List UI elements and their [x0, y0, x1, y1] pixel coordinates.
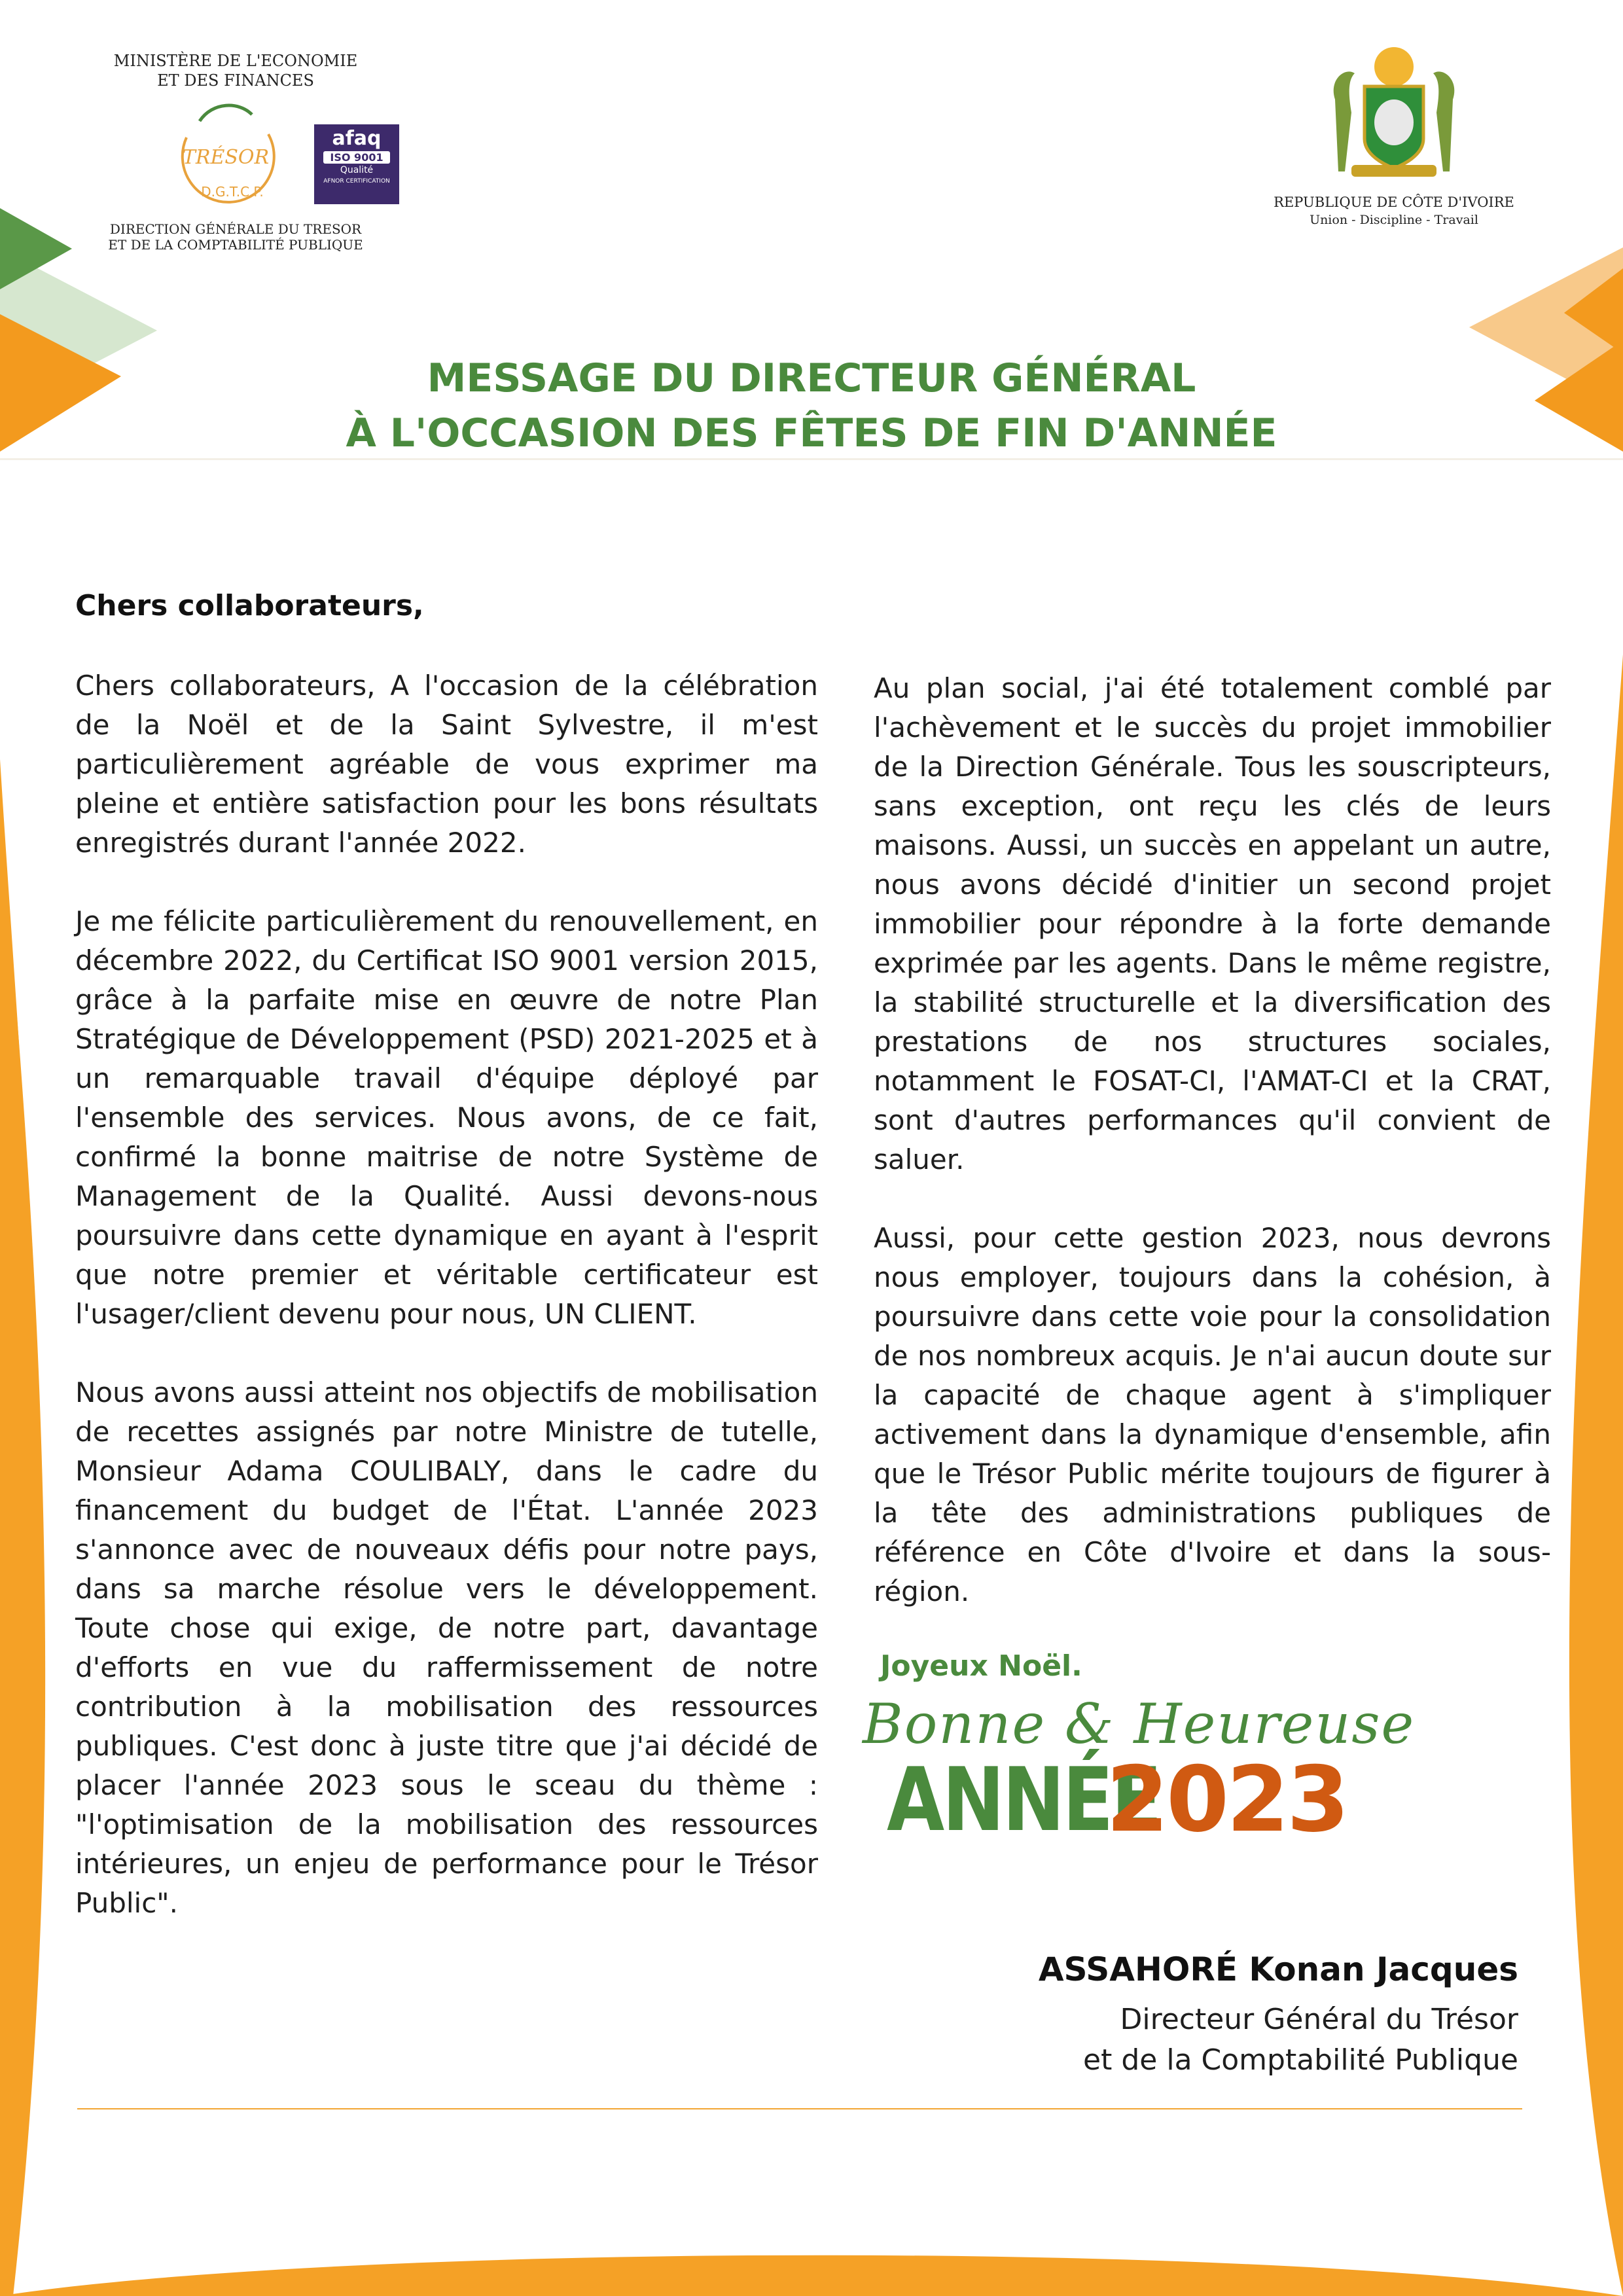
- afaq-iso-logo: [314, 124, 399, 204]
- footer-divider: [77, 2108, 1522, 2109]
- republic-name: REPUBLIQUE DE CÔTE D'IVOIRE: [1274, 194, 1514, 210]
- paragraph: Aussi, pour cette gestion 2023, nous devrons nous employer, toujours dans la cohésion, à poursuivre dans cette voie pour la consolidation de nos nombreux acquis. Je n'ai aucun doute sur la capacité de chaque agent à s'impliquer activement dans la dynamique d'ensemble, afin que le Trésor Public mérite toujours de figurer à la tête des administrations publiques de référence en Côte d'Ivoire et dans la sous-région.: [874, 1222, 1551, 1607]
- tresor-logo-text: TRÉSOR: [182, 146, 270, 169]
- tresor-logo: [160, 98, 291, 209]
- afaq-iso: ISO 9001: [323, 151, 390, 164]
- deco-bottom-wave: [0, 2255, 1623, 2296]
- paragraph: Je me félicite particulièrement du renouvellement, en décembre 2022, du Certificat ISO 9001 version 2015, grâce à la parfaite mise en œuvre de notre Plan Stratégique de Développement (PSD) 2021-2025 et à un remarquable travail d'équipe déployé par l'ensemble des services. Nous avons, de ce fait, confirmé la bonne maitrise de notre Système de Management de la Qualité. Aussi devons-nous poursuivre dans cette dynamique en ayant à l'esprit que notre premier et véritable certificateur est l'usager/client devenu pour nous, UN CLIENT.: [75, 905, 818, 1330]
- signatory-role: [1083, 2000, 1518, 2081]
- ministry-line-1: MINISTÈRE DE L'ECONOMIE: [113, 52, 358, 70]
- salutation: Chers collaborateurs,: [75, 589, 424, 622]
- signatory-role-line-2: et de la Comptabilité Publique: [1083, 2043, 1518, 2077]
- paragraph: Au plan social, j'ai été totalement comblé par l'achèvement et le succès du projet immobilier de la Direction Générale. Tous les souscripteurs, sans exception, ont reçu les clés de leurs maisons. Aussi, un succès en appelant un autre, nous avons décidé d'initier un second projet immobilier pour répondre à la forte demande exprimée par les agents. Dans le même registre, la stabilité structurelle et la diversification des prestations de nos structures sociales, notamment le FOSAT-CI, l'AMAT-CI et la CRAT, sont d'autres performances qu'il convient de saluer.: [874, 672, 1551, 1175]
- joyeux-noel: Joyeux Noël.: [880, 1649, 1082, 1683]
- letter-right-column: [874, 669, 1551, 1651]
- direction-heading: [79, 221, 393, 253]
- title-line-2: À L'OCCASION DES FÊTES DE FIN D'ANNÉE: [346, 410, 1277, 456]
- signatory-name: ASSAHORÉ Konan Jacques: [1038, 1950, 1518, 1988]
- afaq-quality: Qualité: [340, 165, 374, 175]
- direction-line-1: DIRECTION GÉNÉRALE DU TRESOR: [109, 221, 362, 237]
- afaq-cert: AFNOR CERTIFICATION: [323, 178, 390, 185]
- paragraph: Chers collaborateurs, A l'occasion de la célébration de la Noël et de la Saint Sylvestre, il m'est particulièrement agréable de vous exprimer ma pleine et entière satisfaction pour les bons résultats enregistrés durant l'année 2022.: [75, 670, 818, 859]
- republic-heading: [1230, 193, 1558, 228]
- coat-of-arms-emblem: [1315, 41, 1472, 188]
- afaq-brand: afaq: [332, 127, 382, 150]
- greeting-annee: ANNÉE: [887, 1749, 1160, 1851]
- republic-motto: Union - Discipline - Travail: [1310, 213, 1478, 227]
- letter-left-column: [75, 666, 818, 1962]
- direction-line-2: ET DE LA COMPTABILITÉ PUBLIQUE: [108, 237, 363, 253]
- tresor-logo-sub: D.G.T.C.P.: [201, 184, 264, 200]
- greeting-year: 2023: [1106, 1747, 1347, 1852]
- paragraph: Nous avons aussi atteint nos objectifs de mobilisation de recettes assignés par notre Ministre de tutelle, Monsieur Adama COULIBALY, dans le cadre du financement du budget de l'État. L'année 2023 s'annonce avec de nouveaux défis pour notre pays, dans sa marche résolue vers le développement. Toute chose qui exige, de notre part, davantage d'efforts en vue du raffermissement de notre contribution à la mobilisation des ressources publiques. C'est donc à juste titre que j'ai décidé de placer l'année 2023 sous le sceau du thème : "l'optimisation de la mobilisation des ressources intérieures, un enjeu de performance pour le Trésor Public".: [75, 1376, 818, 1919]
- deco-left-curve-light: [0, 818, 45, 2296]
- ministry-line-2: ET DES FINANCES: [157, 71, 314, 90]
- title-line-1: MESSAGE DU DIRECTEUR GÉNÉRAL: [427, 355, 1196, 401]
- ministry-heading: [79, 51, 393, 90]
- deco-right-curve: [1569, 655, 1623, 2296]
- page-title: [262, 351, 1361, 461]
- greeting-script: Bonne & Heureuse: [863, 1692, 1416, 1756]
- signatory-role-line-1: Directeur Général du Trésor: [1120, 2003, 1518, 2036]
